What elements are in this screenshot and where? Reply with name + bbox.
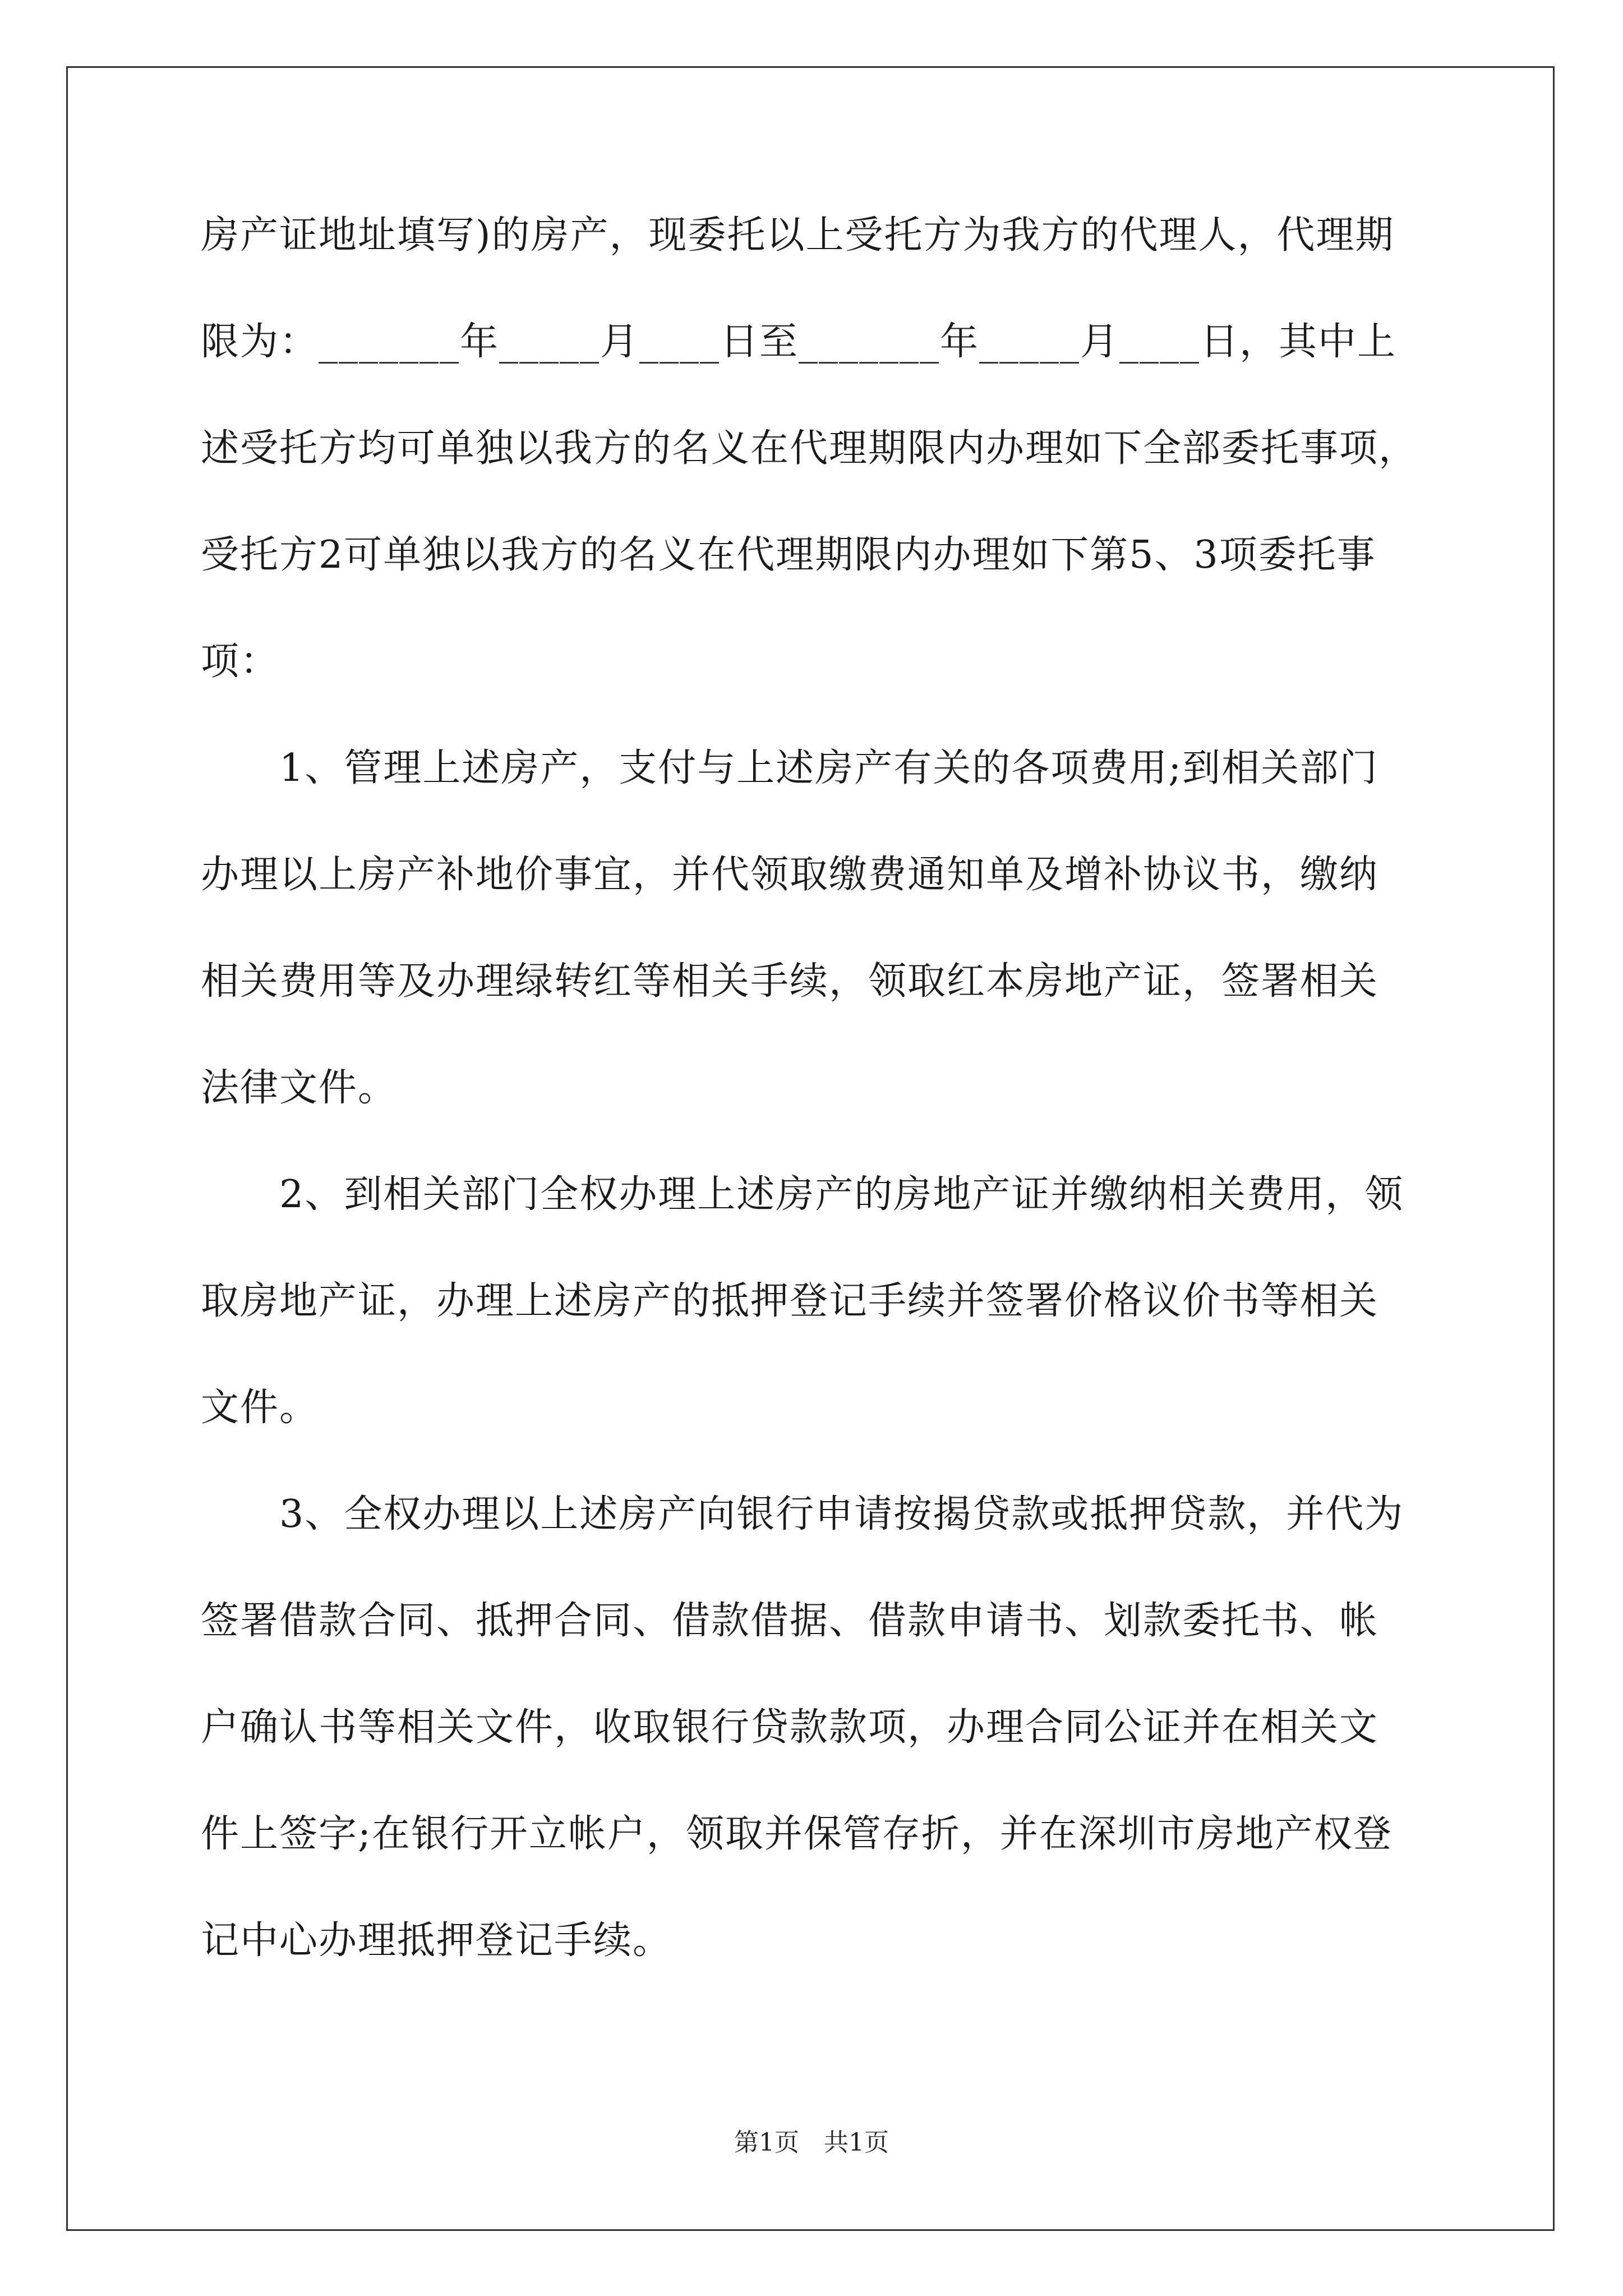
- text-line: 受托方2可单独以我方的名义在代理期限内办理如下第5、3项委托事: [201, 533, 1376, 577]
- text-line: 1、管理上述房产，支付与上述房产有关的各项费用;到相关部门: [201, 746, 1379, 790]
- document-body: [201, 210, 1435, 2022]
- text-line: 房产证地址填写)的房产，现委托以上受托方为我方的代理人，代理期: [201, 213, 1395, 257]
- text-line: 件上签字;在银行开立帐户，领取并保管存折，并在深圳市房地产权登: [201, 1812, 1393, 1856]
- text-line: 2、到相关部门全权办理上述房产的房地产证并缴纳相关费用，领: [201, 1172, 1404, 1217]
- text-line: 户确认书等相关文件，收取银行贷款款项，办理合同公证并在相关文: [201, 1705, 1379, 1750]
- text-line: 述受托方均可单独以我方的名义在代理期限内办理如下全部委托事项，: [201, 426, 1418, 471]
- text-line: 法律文件。: [201, 1066, 398, 1110]
- text-line: 限为：_______年_____月____日至_______年_____月____日，其中上: [201, 320, 1397, 364]
- text-line: 文件。: [201, 1386, 319, 1430]
- text-line: 取房地产证，办理上述房产的抵押登记手续并签署价格议价书等相关: [201, 1279, 1379, 1323]
- page-number: 第1页 共1页: [734, 2128, 889, 2157]
- text-line: 项：: [201, 639, 280, 684]
- text-line: 办理以上房产补地价事宜，并代领取缴费通知单及增补协议书，缴纳: [201, 853, 1379, 897]
- text-line: 相关费用等及办理绿转红等相关手续，领取红本房地产证，签署相关: [201, 959, 1379, 1004]
- text-line: 签署借款合同、抵押合同、借款借据、借款申请书、划款委托书、帐: [201, 1599, 1379, 1643]
- text-line: 3、全权办理以上述房产向银行申请按揭贷款或抵押贷款，并代为: [201, 1492, 1404, 1536]
- text-line: 记中心办理抵押登记手续。: [201, 1918, 672, 1963]
